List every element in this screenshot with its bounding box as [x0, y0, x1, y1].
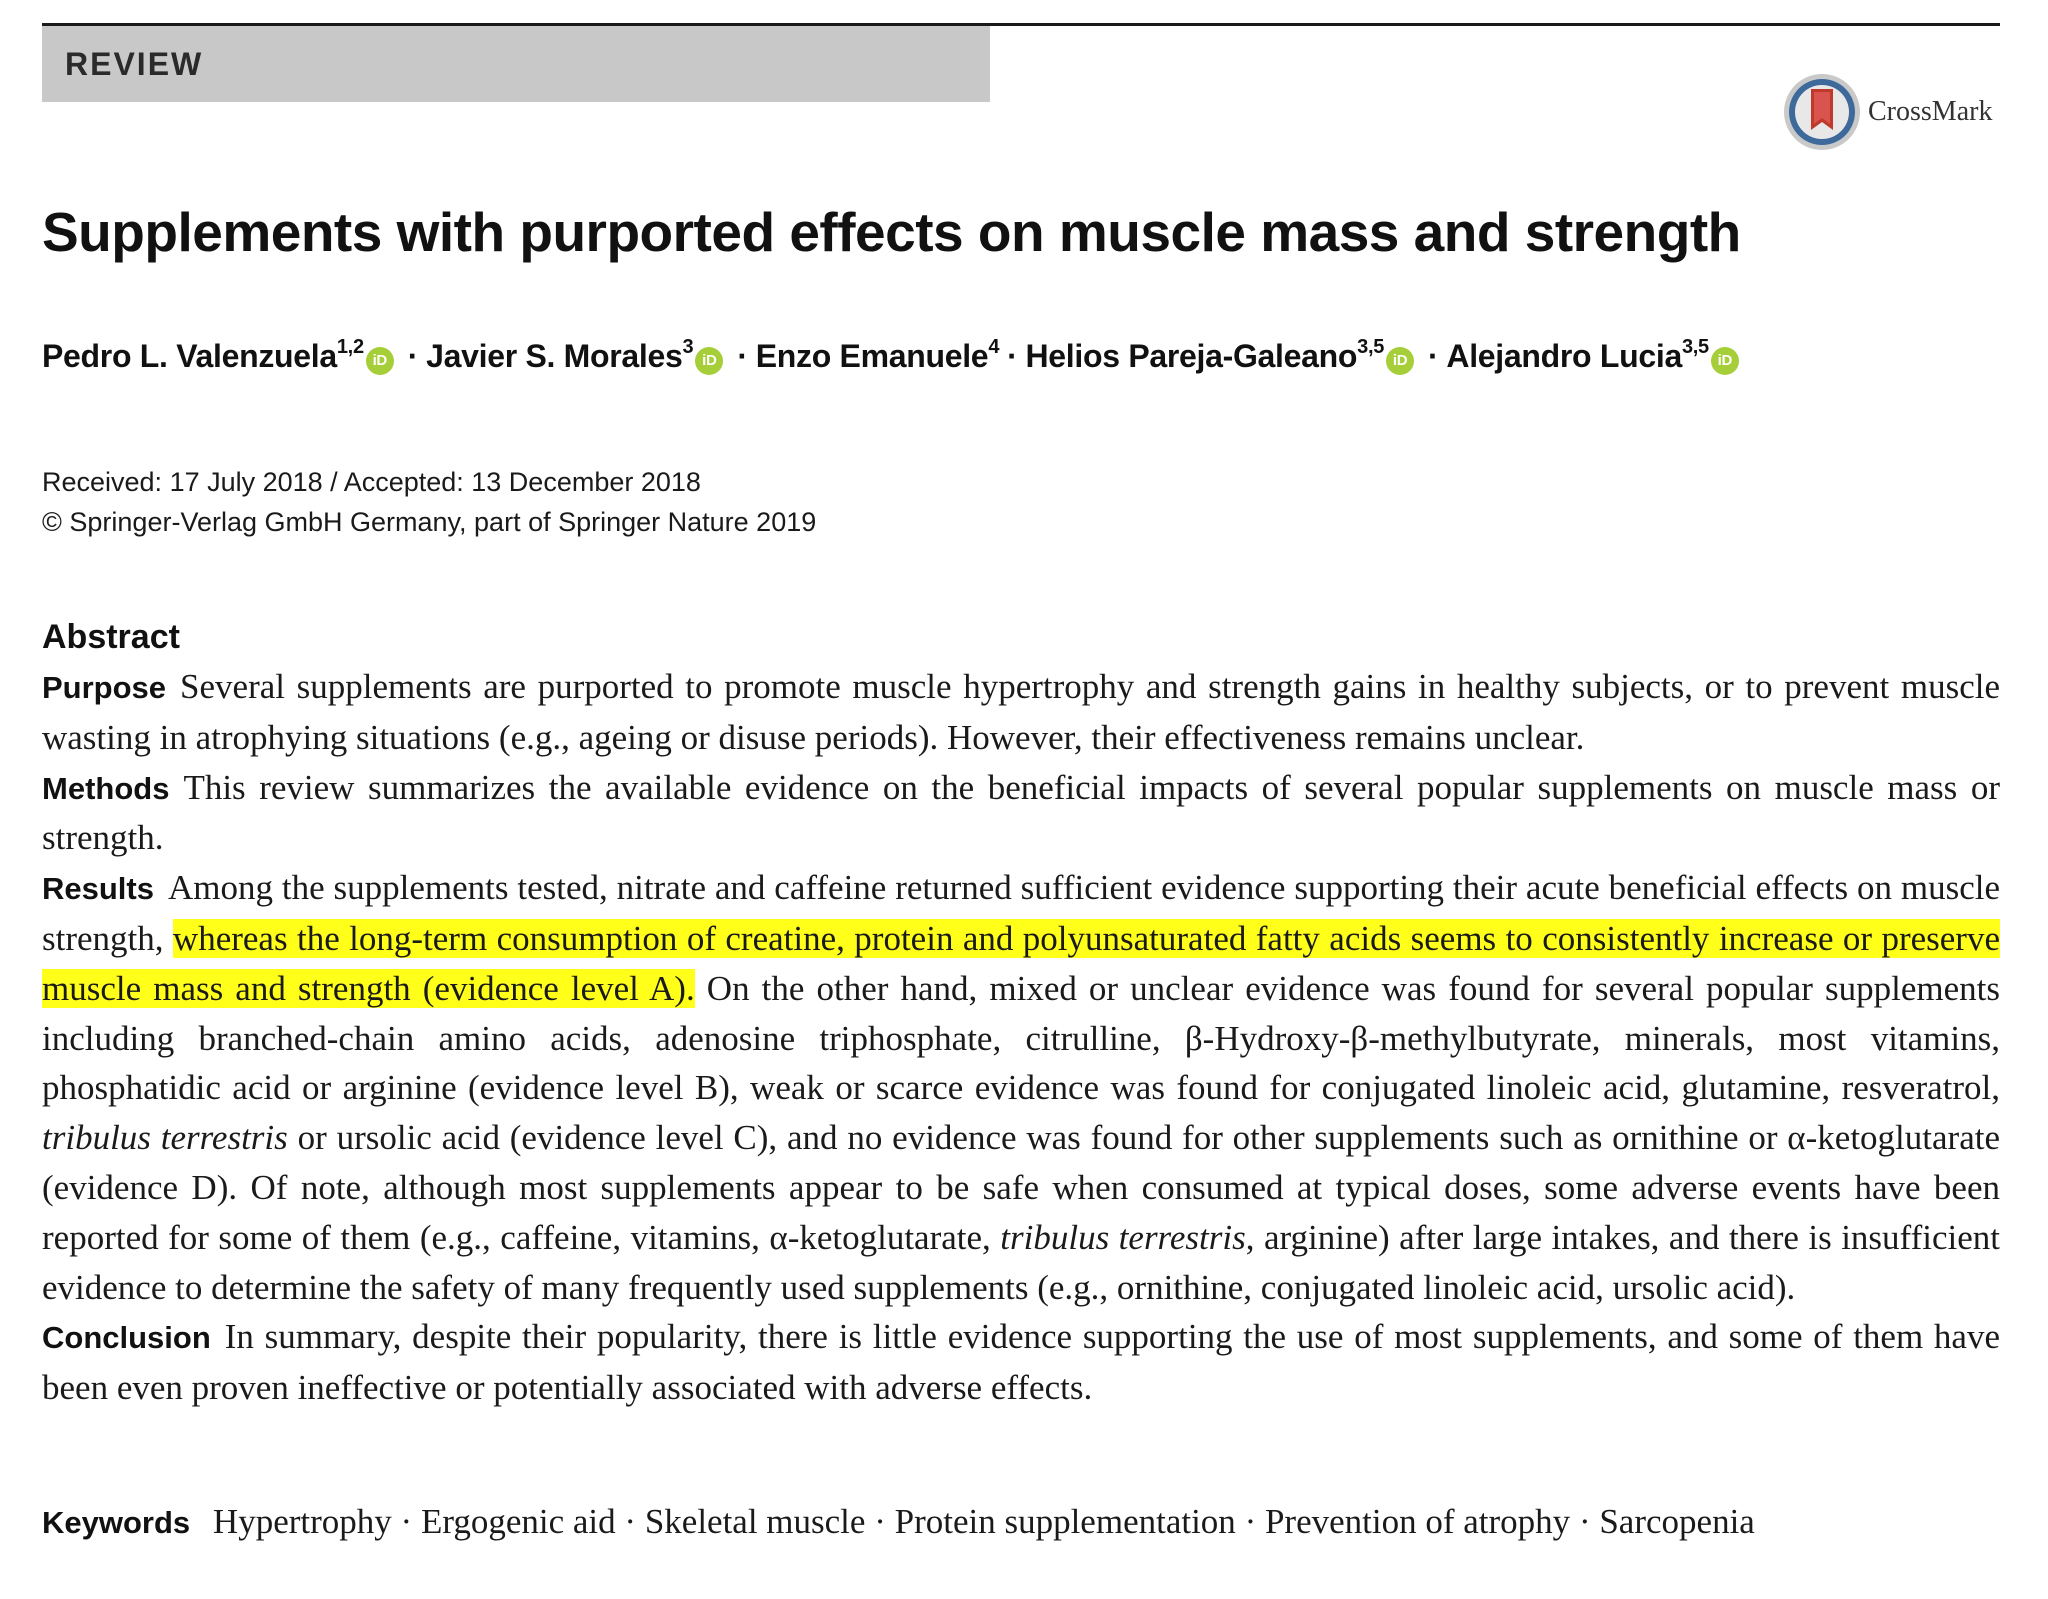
author-affiliation: 3 — [682, 336, 694, 358]
crossmark-badge[interactable] — [1782, 72, 1992, 152]
abstract-heading: Abstract — [42, 618, 180, 656]
keywords-label: Keywords — [42, 1505, 191, 1540]
keyword-separator: · — [874, 1502, 886, 1541]
purpose-text: Several supplements are purported to promote muscle hypertrophy and strength gains in healthy subjects, or to prevent muscle wasting in atrophying situations (e.g., ageing or disuse periods). However, their effectiveness remains unclear. — [42, 667, 2000, 757]
results-text: or ursolic acid (evidence level C), and no evidence was found for other supplements such as ornithine or α-ketoglutarate (evidence D). Of note, although most supplements appear to be safe when consumed at typical doses, some adverse events have been reported for some of them (e.g., caffeine, vitamins, α-ketoglutarate, — [42, 1118, 2000, 1257]
conclusion-text: In summary, despite their popularity, there is little evidence supporting the use of most supplements, and some of them have been even proven ineffective or potentially associated with adverse effects. — [42, 1317, 2000, 1408]
keyword[interactable]: Hypertrophy — [212, 1502, 392, 1541]
conclusion-paragraph — [42, 1312, 2000, 1413]
purpose-paragraph — [42, 662, 2000, 763]
author-name[interactable]: Javier S. Morales — [426, 338, 683, 374]
author-affiliation: 1,2 — [336, 336, 364, 358]
crossmark-icon — [1782, 72, 1862, 152]
keyword[interactable]: Sarcopenia — [1599, 1502, 1755, 1541]
keyword-separator: · — [400, 1502, 413, 1541]
orcid-icon[interactable]: iD — [1386, 347, 1414, 375]
crossmark-label: CrossMark — [1868, 96, 1993, 127]
author-name[interactable]: Helios Pareja-Galeano — [1025, 338, 1358, 374]
author-list — [42, 336, 1745, 375]
orcid-icon[interactable]: iD — [695, 347, 723, 375]
results-text: , arginine) after large intakes, and there is insufficient evidence to determine the safety of many frequently used supplements (e.g., ornithine, conjugated linoleic acid, ursolic acid). — [42, 1217, 2000, 1307]
keyword-separator: · — [1244, 1502, 1257, 1541]
methods-label: Methods — [42, 770, 170, 806]
results-label: Results — [42, 871, 154, 907]
copyright-line: © Springer-Verlag GmbH Germany, part of Springer Nature 2019 — [42, 507, 817, 537]
conclusion-label: Conclusion — [42, 1320, 211, 1356]
orcid-icon[interactable]: iD — [366, 347, 394, 375]
species-name: tribulus terrestris — [1000, 1217, 1246, 1257]
publication-dates — [42, 462, 816, 542]
author-separator: · — [407, 338, 419, 374]
article-type-label: REVIEW — [65, 46, 204, 82]
keyword-separator: · — [1578, 1502, 1591, 1541]
highlighted-text: whereas the long-term consumption of creatine, protein and polyunsaturated fatty acids seems to consistently increase or preserve muscle mass and strength (evidence level A). — [42, 918, 2000, 1008]
results-paragraph — [42, 863, 2000, 1312]
methods-text: This review summarizes the available evidence on the beneficial impacts of several popular supplements on muscle mass or strength. — [42, 767, 2000, 858]
author-name[interactable]: Enzo Emanuele — [755, 338, 989, 374]
author-affiliation: 3,5 — [1357, 336, 1385, 358]
article-title: Supplements with purported effects on muscle mass and strength — [42, 201, 1741, 263]
abstract-section — [42, 612, 2000, 1413]
purpose-label: Purpose — [42, 670, 167, 705]
article-type-banner — [42, 26, 990, 102]
author-separator: · — [1428, 338, 1439, 374]
keyword[interactable]: Prevention of atrophy — [1264, 1502, 1571, 1541]
author-affiliation: 4 — [988, 336, 1000, 358]
abstract-body — [42, 662, 2000, 1413]
keyword[interactable]: Ergogenic aid — [420, 1502, 616, 1541]
author-affiliation: 3,5 — [1681, 336, 1709, 358]
author-separator: · — [737, 338, 748, 374]
keyword[interactable]: Protein supplementation — [894, 1502, 1236, 1541]
author-name[interactable]: Pedro L. Valenzuela — [42, 338, 337, 374]
keywords-line — [42, 1502, 1755, 1542]
results-text: On the other hand, mixed or unclear evidence was found for several popular supplements including branched-chain amino acids, adenosine triphosphate, citrulline, β-Hydroxy-β-methylbutyrate, minerals, most vitamins, phosphatidic acid or arginine (evidence level B), weak or scarce evidence was found for conjugated linoleic acid, glutamine, resveratrol, — [42, 968, 2000, 1108]
keyword[interactable]: Skeletal muscle — [644, 1502, 866, 1541]
species-name: tribulus terrestris — [42, 1118, 288, 1158]
orcid-icon[interactable]: iD — [1711, 347, 1739, 375]
author-separator: · — [1007, 338, 1018, 374]
results-text: Among the supplements tested, nitrate and caffeine returned sufficient evidence supporting their acute beneficial effects on muscle strength, — [42, 868, 2000, 958]
author-name[interactable]: Alejandro Lucia — [1446, 338, 1682, 374]
methods-paragraph — [42, 763, 2000, 864]
keyword-separator: · — [624, 1502, 637, 1541]
received-accepted-dates: Received: 17 July 2018 / Accepted: 13 December 2018 — [42, 467, 701, 497]
